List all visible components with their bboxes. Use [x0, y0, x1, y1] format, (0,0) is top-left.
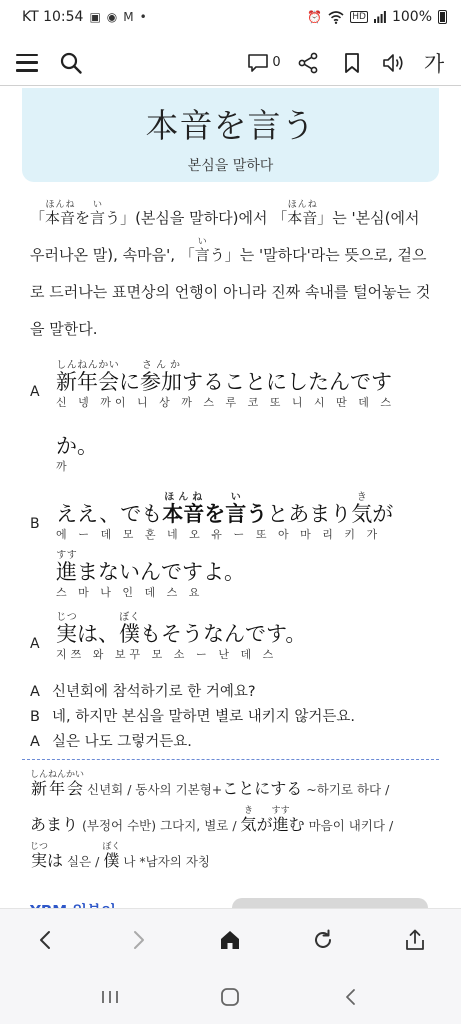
reload-icon — [312, 929, 334, 951]
article-content — [0, 88, 461, 906]
home-icon — [219, 929, 241, 951]
share-nodes-icon — [297, 52, 319, 74]
carrier-time: KT 10:54 — [22, 9, 84, 25]
speaker-icon — [381, 52, 407, 74]
signal-icon — [374, 11, 386, 23]
speaker-label: A — [30, 636, 40, 652]
article-toolbar — [0, 40, 461, 86]
dialog-line — [30, 612, 461, 662]
search-button[interactable] — [54, 43, 88, 83]
vocabulary-block — [30, 770, 431, 878]
japanese-sentence: 実じつは、僕ぼくもそうなんです。 — [56, 612, 307, 646]
dialog-line — [30, 360, 461, 410]
translation-row: A 신년회에 참석하기로 한 거예요? — [30, 684, 256, 700]
translation-block — [30, 680, 431, 755]
image-icon: ▣ — [89, 10, 101, 24]
browser-share-button[interactable] — [391, 916, 439, 964]
forward-icon — [128, 929, 148, 951]
share-article-button[interactable] — [291, 43, 325, 83]
recents-button[interactable] — [86, 977, 134, 1017]
back-nav-icon — [343, 987, 359, 1007]
browser-back-button[interactable] — [22, 916, 70, 964]
dot-icon: • — [139, 10, 147, 24]
dialog — [30, 360, 461, 662]
vocab-line: 実じつは 실은 / 僕ぼく 나 *남자의 자칭 — [30, 842, 210, 870]
battery-percent: 100% — [391, 9, 432, 25]
browser-forward-button[interactable] — [114, 916, 162, 964]
dashed-divider — [22, 759, 439, 760]
browser-home-button[interactable] — [206, 916, 254, 964]
korean-reading-cont: 까 — [56, 460, 71, 473]
bookmark-icon — [343, 52, 361, 74]
dialog-continuation — [56, 418, 461, 474]
dialog-continuation — [56, 550, 461, 600]
hamburger-icon — [16, 54, 38, 72]
hd-icon: HD — [352, 12, 366, 22]
system-home-button[interactable] — [206, 977, 254, 1017]
wifi-icon — [328, 11, 344, 24]
comment-icon — [247, 53, 269, 73]
speaker-label: A — [30, 384, 40, 400]
korean-reading: 에 ー 데 모 혼 네 오 유 ー 또 아 마 리 키 가 — [56, 528, 382, 541]
read-aloud-button[interactable] — [377, 43, 411, 83]
browser-reload-button[interactable] — [299, 916, 347, 964]
gmail-icon: M — [123, 10, 134, 24]
share-icon — [404, 929, 426, 951]
translation-row: B 네, 하지만 본심을 말하면 별로 내키지 않거든요. — [30, 709, 356, 725]
dialog-line — [30, 492, 461, 542]
font-size-button[interactable]: 가 — [423, 51, 445, 76]
korean-reading-cont: 스 마 나 인 데 스 요 — [56, 586, 204, 599]
browser-toolbar — [0, 908, 461, 970]
search-icon — [60, 52, 82, 74]
battery-icon — [438, 10, 447, 24]
article-title: 本音を言う — [145, 106, 316, 145]
comment-button[interactable] — [247, 43, 281, 83]
japanese-sentence: ええ、でも本音ほんねを言いうとあまり気きが — [56, 492, 394, 526]
vocab-line: あまり (부정어 수반) 그다지, 별로 / 気きが進すすむ 마음이 내키다 / — [30, 806, 394, 834]
japanese-sentence-cont: 進すすまないんですよ。 — [56, 550, 245, 584]
japanese-sentence: 新年会しんねんかいに参加さんかすることにしたんです — [56, 360, 392, 394]
recents-icon — [100, 989, 120, 1005]
status-bar — [0, 0, 461, 34]
bookmark-button[interactable] — [335, 43, 369, 83]
title-banner — [22, 88, 439, 182]
back-icon — [36, 929, 56, 951]
article-subtitle: 본심을 말하다 — [187, 158, 274, 174]
speaker-label: B — [30, 516, 40, 532]
home-circle-icon — [220, 987, 240, 1007]
menu-button[interactable] — [10, 43, 44, 83]
translation-row: A 실은 나도 그렇거든요. — [30, 734, 192, 750]
system-back-button[interactable] — [327, 977, 375, 1017]
system-nav-bar — [0, 970, 461, 1024]
japanese-sentence-cont: か。 — [56, 434, 98, 458]
intro-paragraph: 「本音ほんねを言いう」(본심을 말하다)에서 「本音ほんね」는 '본심(에서 우러나온 말), 속마음', 「言いう」는 '말하다'라는 뜻으로, 겉으로 드러나는 표면상의 언행이 아니라 진짜 속내를 털어놓는 것을 말한다. — [30, 200, 431, 338]
vocab-line: 新年会しんねんかい 신년회 / 동사의 기본형+ことにする ~하기로 하다 / — [30, 770, 390, 798]
korean-reading: 신 넹 까이 니 상 까 스 루 코 또 니 시 딴 데 스 — [56, 396, 395, 409]
radio-icon: ◉ — [106, 10, 118, 24]
alarm-icon: ⏰ — [307, 10, 323, 24]
comment-count: 0 — [272, 55, 281, 70]
korean-reading: 지쯔 와 보꾸 모 소 ー 난 데 스 — [56, 648, 278, 661]
